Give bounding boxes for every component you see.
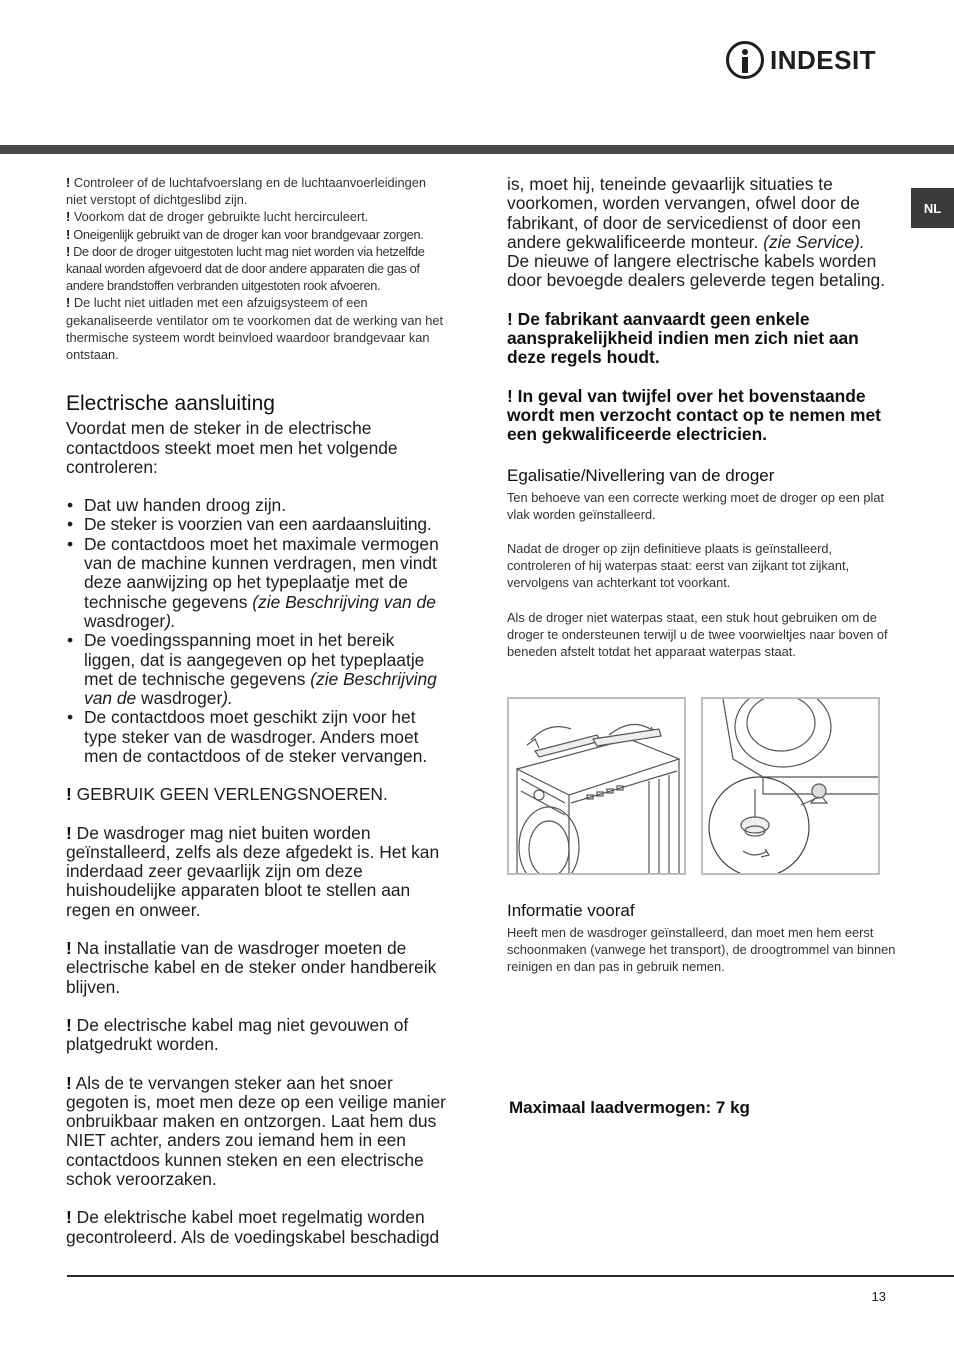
dryer-foot-illustration	[703, 699, 878, 873]
checklist-item: • De contactdoos moet het maximale vermogen van de machine kunnen verdragen, men vindt deze aanwijzing op het typeplaatje met de technische gegevens (zie Beschrijving van de wasdroger).	[66, 535, 446, 631]
brand-name: INDESIT	[770, 44, 877, 75]
note-no-extension: ! GEBRUIK GEEN VERLENGSNOEREN.	[66, 784, 388, 805]
leveling-p1: Ten behoeve van een correcte werking moet de droger op een plat vlak worden geïnstalleerd.	[507, 489, 885, 522]
max-load-section	[509, 1097, 899, 1118]
footer-rule	[67, 1275, 954, 1277]
liability-note: ! De fabrikant aanvaardt geen enkele aansprakelijkheid indien men zich niet aan deze regels houdt.	[507, 308, 859, 368]
info-title: Informatie vooraf	[507, 901, 635, 920]
illustration-level-check	[507, 697, 686, 875]
info-text: Heeft men de wasdroger geïnstalleerd, dan moet men hem eerst schoonmaken (vanwege het transport), de droogtrommel van binnen reinigen en dan pas in gebruik nemen.	[507, 925, 896, 975]
cable-continuation: is, moet hij, teneinde gevaarlijk situaties te voorkomen, worden vervangen, ofwel door de fabrikant, of door de servicedienst of door een andere gekwalificeerde monteur. (zie Service). De nieuwe of langere electrische kabels worden door bevoegde dealers geleverde tegen betaling.	[507, 174, 886, 291]
electrical-intro: Voordat men de steker in de electrische contactdoos steekt moet men het volgende controleren:	[66, 418, 398, 477]
dryer-level-illustration	[509, 699, 684, 873]
left-column	[66, 174, 446, 1247]
page-number: 13	[871, 1289, 886, 1304]
illustration-adjustable-foot	[701, 697, 880, 875]
info-section	[507, 900, 897, 976]
warning-4: ! De door de droger uitgestoten lucht mag niet worden via hetzelfde kanaal worden afgevoerd dat de door andere apparaten die gas of andere brandstoffen verbranden uitgestoten rook afvoeren.	[66, 243, 425, 294]
electrician-note: ! In geval van twijfel over het bovenstaande wordt men verzocht contact op te nemen met een gekwalificeerde electricien.	[507, 385, 881, 445]
note-plug-replace: ! Als de te vervangen steker aan het snoer gegoten is, moet men deze op een veilige manier onbruikbaar maken en ontzorgen. Laat hem dus NIET achter, anders zou iemand hem in een contactdoos kunnen steken en een electrische schok veroorzaken.	[66, 1072, 446, 1190]
warning-2: ! Voorkom dat de droger gebruikte lucht hercirculeert.	[66, 209, 369, 225]
note-cable-check: ! De elektrische kabel moet regelmatig worden gecontroleerd. Als de voedingskabel beschadigd	[66, 1207, 440, 1247]
language-tab: NL	[911, 188, 954, 228]
leveling-title: Egalisatie/Nivellering van de droger	[507, 465, 775, 485]
leveling-p2: Nadat de droger op zijn definitieve plaats is geïnstalleerd, controleren of hij waterpas staat: eerst van zijkant tot zijkant, vervolgens van achterkant tot voorkant.	[507, 540, 850, 591]
indesit-i-icon	[726, 41, 764, 79]
section-title-electrical: Electrische aansluiting	[66, 392, 275, 416]
checklist-item: • De voedingsspanning moet in het bereik liggen, dat is aangegeven op het typeplaatje met de technische gegevens (zie Beschrijving van de wasdroger).	[66, 631, 446, 708]
leveling-p3: Als de droger niet waterpas staat, een stuk hout gebruiken om de droger te ondersteunen terwijl u de twee voorwieltjes naar boven of beneden afstelt totdat het apparaat waterpas staat.	[507, 609, 888, 659]
checklist	[66, 496, 446, 766]
max-load: Maximaal laadvermogen: 7 kg	[509, 1098, 750, 1117]
warning-5: ! De lucht niet uitladen met een afzuigsysteem of een gekanaliseerde ventilator om te voorkomen dat de werking van het thermische systeem wordt beinvloed waardoor brandgevaar kan ontstaan.	[66, 295, 444, 363]
note-reach: ! Na installatie van de wasdroger moeten de electrische kabel en de steker onder handbereik blijven.	[66, 938, 437, 997]
checklist-item: • Dat uw handen droog zijn.	[66, 496, 446, 515]
note-cable-fold: ! De electrische kabel mag niet gevouwen of platgedrukt worden.	[66, 1014, 409, 1055]
checklist-item: • De contactdoos moet geschikt zijn voor het type steker van de wasdroger. Anders moet men de contactdoos of de steker vervangen.	[66, 708, 446, 766]
ventilation-warnings	[66, 174, 446, 363]
indesit-logo	[726, 40, 876, 80]
warning-1: ! Controleer of de luchtafvoerslang en de luchtaanvoerleidingen niet verstopt of dichtgeslibd zijn.	[66, 175, 426, 208]
right-column	[507, 175, 897, 660]
note-outdoor: ! De wasdroger mag niet buiten worden geïnstalleerd, zelfs als deze afgedekt is. Het kan inderdaad zeer gevaarlijk zijn om deze huishoudelijke apparaten bloot te stellen aan regen en onweer.	[66, 822, 440, 920]
warning-3: ! Oneigenlijk gebruikt van de droger kan voor brandgevaar zorgen.	[66, 226, 424, 242]
header-bar	[0, 145, 954, 154]
checklist-item: • De steker is voorzien van een aardaansluiting.	[66, 515, 446, 534]
